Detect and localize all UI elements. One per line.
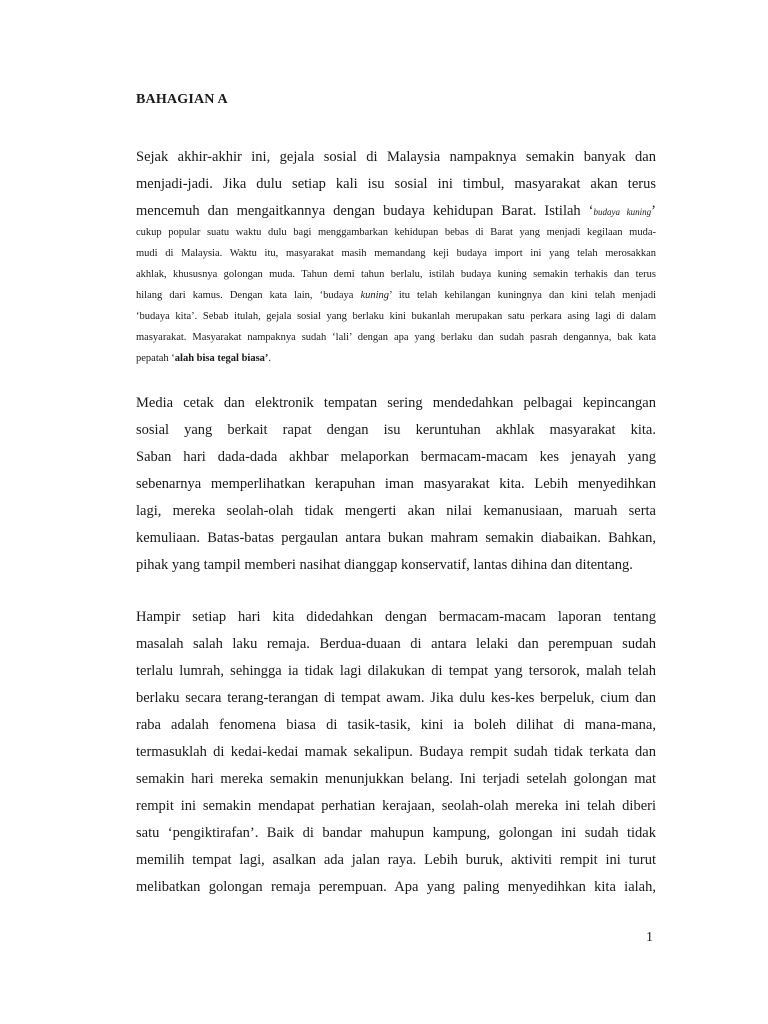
- small-line: [136, 348, 656, 369]
- line-text: .: [268, 353, 272, 364]
- paragraph-3-line: berlaku secara terang-terangan di tempat awam. Jika dulu kes-kes berpeluk, cium dan: [136, 690, 656, 706]
- small-line: cukup popular suatu waktu dulu bagi menggambarkan kehidupan bebas di Barat yang menjadi kegilaan muda-: [136, 227, 656, 238]
- small-line: [136, 285, 656, 306]
- line-text: ’ itu telah kehilangan kuningnya dan kini telah menjadi: [389, 290, 657, 301]
- paragraph-3-line: satu ‘pengiktirafan’. Baik di bandar mahupun kampung, golongan ini sudah tidak: [136, 825, 656, 841]
- paragraph-3-line: melibatkan golongan remaja perempuan. Apa yang paling menyedihkan kita ialah,: [136, 879, 656, 895]
- paragraph-3-line: Hampir setiap hari kita didedahkan dengan bermacam-macam laporan tentang: [136, 609, 656, 625]
- paragraph-3-line: termasuklah di kedai-kedai mamak sekalipun. Budaya rempit sudah tidak terkata dan: [136, 744, 656, 760]
- paragraph-2-line: Media cetak dan elektronik tempatan sering mendedahkan pelbagai kepincangan: [136, 395, 656, 411]
- paragraph-2-line: kemuliaan. Batas-batas pergaulan antara bukan mahram semakin diabaikan. Bahkan,: [136, 530, 656, 546]
- italic-term: kuning: [360, 290, 390, 301]
- line-text: pepatah ‘: [136, 353, 175, 364]
- line-text: hilang dari kamus. Dengan kata lain, ‘budaya: [136, 290, 361, 301]
- paragraph-3-line: raba adalah fenomena biasa di tasik-tasik, kini ia boleh dilihat di mana-mana,: [136, 717, 656, 733]
- paragraph-3-line: masalah salah laku remaja. Berdua-duaan di antara lelaki dan perempuan sudah: [136, 636, 656, 652]
- line-text: ’: [651, 203, 656, 219]
- paragraph-3-line: semakin hari mereka semakin menunjukkan belang. Ini terjadi setelah golongan mat: [136, 771, 656, 787]
- paragraph-2-line: sosial yang berkait rapat dengan isu keruntuhan akhlak masyarakat kita.: [136, 422, 656, 438]
- small-line: masyarakat. Masyarakat nampaknya sudah ‘lali’ dengan apa yang berlaku dan sudah pasrah dengannya, bak kata: [136, 332, 656, 343]
- paragraph-1-line: menjadi-jadi. Jika dulu setiap kali isu sosial ini timbul, masyarakat akan terus: [136, 176, 656, 192]
- paragraph-1: [136, 144, 656, 226]
- paragraph-3-line: terlalu lumrah, sehingga ia tidak lagi dilakukan di tempat yang tersorok, malah telah: [136, 663, 656, 679]
- section-heading: BAHAGIAN A: [136, 92, 228, 107]
- paragraph-2-line: sebenarnya memperlihatkan kerapuhan iman masyarakat kita. Lebih menyedihkan: [136, 476, 656, 492]
- paragraph-3-line: memilih tempat lagi, asalkan ada jalan raya. Lebih buruk, aktiviti rempit ini turut: [136, 852, 656, 868]
- paragraph-2: [136, 390, 656, 579]
- paragraph-3: [136, 604, 656, 901]
- bold-proverb: alah bisa tegal biasa’: [174, 353, 269, 364]
- paragraph-3-line: rempit ini semakin mendapat perhatian kerajaan, seolah-olah mereka ini telah diberi: [136, 798, 656, 814]
- paragraph-1-small-text: [136, 222, 656, 369]
- small-line: akhlak, khususnya golongan muda. Tahun demi tahun berlalu, istilah budaya kuning semakin terhakis dan terus: [136, 269, 656, 280]
- paragraph-1-line: Sejak akhir-akhir ini, gejala sosial di Malaysia nampaknya semakin banyak dan: [136, 149, 656, 165]
- small-line: ‘budaya kita’. Sebab itulah, gejala sosial yang berlaku kini bukanlah merupakan satu perkara asing lagi di dalam: [136, 311, 656, 322]
- paragraph-2-line: Saban hari dada-dada akhbar melaporkan bermacam-macam kes jenayah yang: [136, 449, 656, 465]
- line-text: mencemuh dan mengaitkannya dengan budaya kehidupan Barat. Istilah ‘: [136, 203, 594, 219]
- paragraph-2-line: lagi, mereka seolah-olah tidak mengerti akan nilai kemanusiaan, maruah serta: [136, 503, 656, 519]
- page-number: 1: [646, 930, 653, 945]
- italic-term: budaya kuning: [593, 207, 652, 217]
- small-line: mudi di Malaysia. Waktu itu, masyarakat masih memandang keji budaya import ini yang telah merosakkan: [136, 248, 656, 259]
- paragraph-2-line: pihak yang tampil memberi nasihat dianggap konservatif, lantas dihina dan ditentang.: [136, 557, 633, 573]
